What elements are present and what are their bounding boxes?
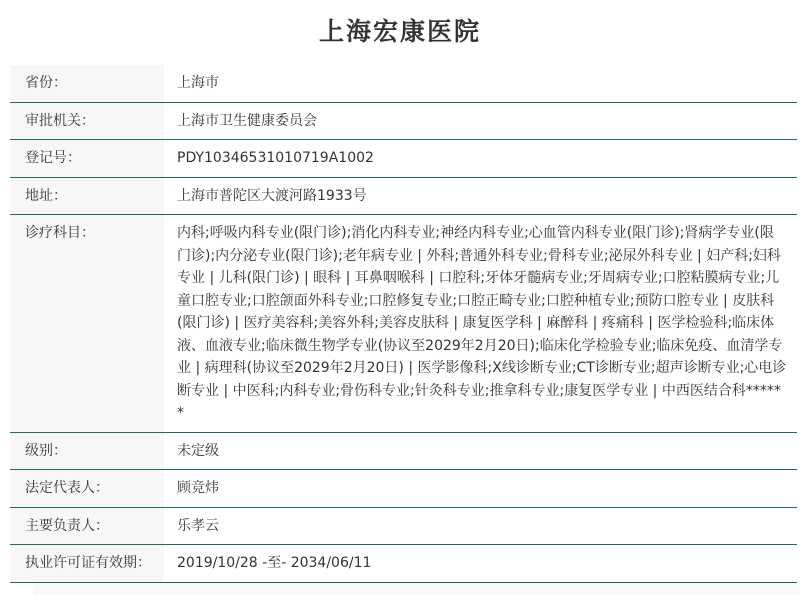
row-value: 顾竞炜 xyxy=(164,470,797,507)
page-title: 上海宏康医院 xyxy=(318,17,481,46)
table-row xyxy=(10,140,797,178)
table-row xyxy=(10,178,797,216)
table-row xyxy=(10,508,797,546)
next-card-top-edge xyxy=(33,583,800,595)
table-row xyxy=(10,433,797,471)
row-value: 上海市 xyxy=(164,65,797,102)
row-value: 2019/10/28 -至- 2034/06/11 xyxy=(164,545,797,582)
row-value: 内科;呼吸内科专业(限门诊);消化内科专业;神经内科专业;心血管内科专业(限门诊);肾病学专业(限门诊);内分泌专业(限门诊);老年病专业 | 外科;普通外科专业;骨科专业;泌尿外科专业 | 妇产科;妇科专业 | 儿科(限门诊) | 眼科 | 耳鼻咽喉科 | 口腔科;牙体牙髓病专业;牙周病专业;口腔粘膜病专业;儿童口腔专业;口腔颌面外科专业;口腔修复专业;口腔正畸专业;口腔种植专业;预防口腔专业 | 皮肤科(限门诊) | 医疗美容科;美容外科;美容皮肤科 | 康复医学科 | 麻醉科 | 疼痛科 | 医学检验科;临床体液、血液专业;临床微生物学专业(协议至2029年2月20日);临床化学检验专业;临床免疫、血清学专业 | 病理科(协议至2029年2月20日) | 医学影像科;X线诊断专业;CT诊断专业;超声诊断专业;心电诊断专业 | 中医科;内科专业;骨伤科专业;针灸科专业;推拿科专业;康复医学专业 | 中西医结合科****** xyxy=(164,215,797,432)
row-label: 级别： xyxy=(10,433,164,470)
row-label: 登记号： xyxy=(10,140,164,177)
hospital-info-table xyxy=(10,65,797,583)
row-label: 省份： xyxy=(10,65,164,102)
row-value: 未定级 xyxy=(164,433,797,470)
row-value: 上海市卫生健康委员会 xyxy=(164,103,797,140)
row-label: 诊疗科目： xyxy=(10,215,164,432)
row-label: 法定代表人： xyxy=(10,470,164,507)
row-label: 审批机关： xyxy=(10,103,164,140)
row-label: 执业许可证有效期： xyxy=(10,545,164,582)
row-value: 乐孝云 xyxy=(164,508,797,545)
row-value: PDY10346531010719A1002 xyxy=(164,140,797,177)
hospital-detail-page xyxy=(0,17,800,595)
table-row xyxy=(10,215,797,433)
table-row xyxy=(10,65,797,103)
row-value: 上海市普陀区大渡河路1933号 xyxy=(164,178,797,215)
row-label: 主要负责人： xyxy=(10,508,164,545)
table-row xyxy=(10,545,797,583)
table-row xyxy=(10,103,797,141)
row-label: 地址： xyxy=(10,178,164,215)
table-row xyxy=(10,470,797,508)
